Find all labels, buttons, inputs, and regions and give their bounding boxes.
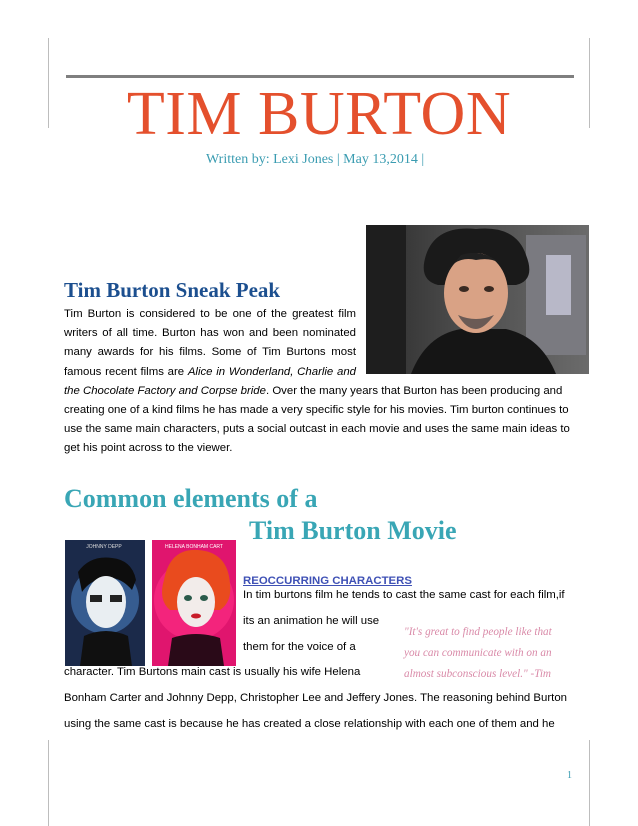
movie-posters bbox=[60, 540, 239, 666]
left-margin-line-bottom bbox=[48, 740, 49, 826]
poster-left-caption: JOHNNY DEPP bbox=[86, 544, 122, 550]
page-number: 1 bbox=[567, 770, 572, 781]
page-title: TIM BURTON bbox=[126, 80, 512, 148]
title-rule bbox=[66, 75, 574, 78]
section-heading-common-elements-line1: Common elements of a bbox=[64, 484, 318, 513]
film-titles: Alice in Wonderland, Charlie and bbox=[187, 365, 356, 378]
paragraph-line: In tim burtons film he tends to cast the same cast for each film,if bbox=[243, 589, 565, 601]
pull-quote bbox=[404, 622, 574, 685]
paragraph-line bbox=[64, 382, 562, 401]
paragraph-line: Bonham Carter and Johnny Depp, Christopher Lee and Jeffery Jones. The reasoning behind Burton bbox=[64, 692, 567, 704]
paragraph-line: get his point across to the viewer. bbox=[64, 442, 233, 454]
paragraph-line: writers of all time. Burton has won and been nominated bbox=[64, 327, 356, 340]
paragraph-line: many awards for his films. Some of Tim Burtons most bbox=[64, 346, 356, 359]
poster-right-caption: HELENA BONHAM CART bbox=[165, 544, 223, 550]
paragraph-line: them for the voice of a bbox=[243, 641, 356, 653]
film-titles: the Chocolate Factory and Corpse bride bbox=[64, 385, 266, 397]
paragraph-line: creating one of a kind films he has made a very specific style for his movies. Tim burton continues to bbox=[64, 404, 569, 416]
paragraph-line: Tim Burton is considered to be one of the greatest film bbox=[64, 308, 356, 320]
paragraph-line: use the same main characters, puts a social outcast in each movie and uses the same main ideas to bbox=[64, 423, 570, 435]
quote-line: you can communicate with on an bbox=[404, 647, 552, 659]
quote-line: "It's great to find people like that bbox=[404, 626, 552, 638]
tim-burton-photo bbox=[366, 225, 589, 374]
portrait-image bbox=[366, 225, 589, 374]
section-heading-sneak-peak: Tim Burton Sneak Peak bbox=[64, 278, 281, 302]
byline: Written by: Lexi Jones | May 13,2014 | bbox=[206, 152, 425, 167]
paragraph-line: character. Tim Burtons main cast is usually his wife Helena bbox=[64, 666, 361, 678]
paragraph-line: its an animation he will use bbox=[243, 615, 380, 627]
section-heading-common-elements-line2: Tim Burton Movie bbox=[249, 516, 457, 545]
paragraph-line: using the same cast is because he has created a close relationship with each one of them and he bbox=[64, 718, 555, 730]
text-span: . Over the many years that Burton has been producing and bbox=[265, 385, 563, 397]
dark-shadows-posters-image bbox=[60, 540, 239, 666]
subheading-reoccurring-characters: REOCCURRING CHARACTERS bbox=[243, 575, 412, 587]
text-span: famous recent films are bbox=[64, 365, 188, 378]
right-margin-line-bottom bbox=[589, 740, 590, 826]
intro-paragraph-narrow bbox=[64, 305, 356, 382]
paragraph-line bbox=[64, 363, 356, 382]
quote-line: almost subconscious level." -Tim bbox=[404, 668, 552, 680]
